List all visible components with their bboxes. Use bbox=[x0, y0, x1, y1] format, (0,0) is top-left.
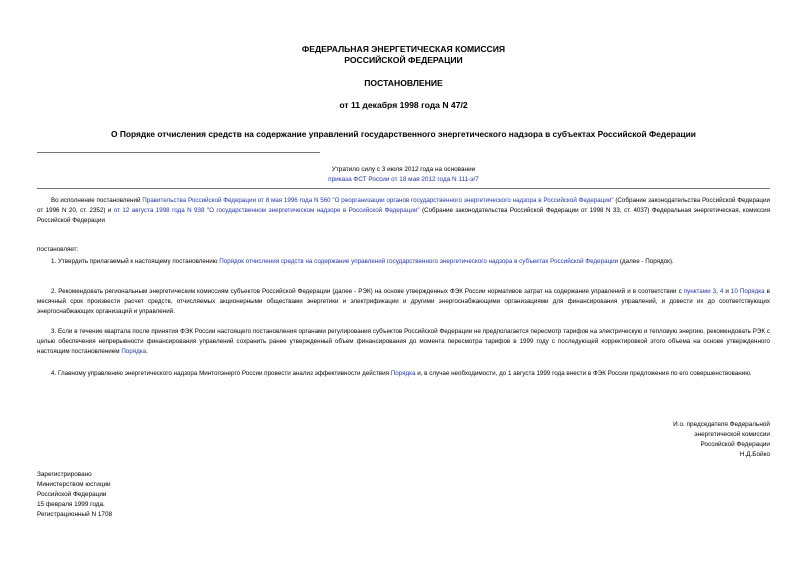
item-3-text-2: . bbox=[146, 348, 148, 356]
item-4-text-1: 4. Главному управлению энергетического надзора Минтопэнерго России провести анализ эффективности действия bbox=[51, 370, 391, 377]
item-1 bbox=[37, 257, 770, 267]
doc-subject: О Порядке отчисления средств на содержание управлений государственного энергетического надзора в субъектах Российской Федерации bbox=[111, 129, 696, 139]
item-2-text-4: в месячный срок произвести расчет средств, отчисляемых акционерными обществами энергетики и электрификации и другими энергоснабжающими организациями для финансирования управлений, и довести их до соответствующих энергоснабжающих организаций и управлений. bbox=[37, 288, 770, 316]
divider-top bbox=[37, 152, 320, 153]
item-4 bbox=[37, 369, 770, 379]
registration-line-1: Зарегистрировано bbox=[37, 471, 92, 478]
item-2-text-2: , bbox=[716, 288, 720, 295]
item-1-link-1[interactable]: Порядок отчисления средств на содержание управлений государственного энергетического надзора в субъектах Российской Федерации bbox=[219, 258, 619, 265]
divider-bottom bbox=[37, 188, 770, 189]
preamble-text-2: (Собрание законодательства Российской Федерации от 1996 N 20, ст. 2352) и bbox=[37, 197, 770, 215]
doc-type: ПОСТАНОВЛЕНИЕ bbox=[364, 78, 443, 88]
doc-date: от 11 декабря 1998 года N 47/2 bbox=[339, 100, 468, 110]
item-2-text-1: 2. Рекомендовать региональным энергетическим комиссиям субъектов Российской Федерации (далее - РЭК) на основе утвержденных ФЭК России нормативов затрат на содержание управлений и в соответствии с bbox=[51, 288, 684, 295]
preamble-paragraph bbox=[37, 196, 770, 226]
signature-line-4: Н.Д.Бойко bbox=[739, 451, 770, 459]
status-note bbox=[37, 165, 770, 185]
item-2-link-1[interactable]: пунктами 3 bbox=[683, 288, 717, 295]
status-note-link[interactable]: приказа ФСТ России от 18 мая 2012 года N 111-э/7 bbox=[328, 176, 479, 183]
signature-line-3: Российской Федерации bbox=[700, 441, 770, 449]
registration-line-2: Министерством юстиции bbox=[37, 481, 111, 489]
item-1-text-1: 1. Утвердить прилагаемый к настоящему постановлению bbox=[51, 258, 220, 265]
item-3-link-1[interactable]: Порядка bbox=[121, 348, 147, 356]
registration-block bbox=[37, 470, 112, 520]
signature-block bbox=[673, 420, 770, 460]
status-note-text: Утратило силу с 3 июля 2012 года на основании bbox=[331, 166, 476, 173]
item-2-link-3[interactable]: 10 Порядка bbox=[730, 288, 765, 295]
item-4-link-1[interactable]: Порядка bbox=[390, 370, 416, 377]
registration-line-5: Регистрационный N 1708 bbox=[37, 511, 113, 519]
preamble-link-1[interactable]: Правительства Российской Федерации от 8 мая 1996 года N 560 "О реорганизации органов государственного энергетического надзора в Российской Федерации" bbox=[142, 197, 614, 204]
preamble-text-1: Во исполнение постановлений bbox=[51, 197, 143, 204]
registration-line-3: Российской Федерации bbox=[37, 491, 107, 499]
item-1-text-2: (далее - Порядок). bbox=[618, 258, 674, 265]
item-4-text-2: и, в случае необходимости, до 1 августа 1999 года внести в ФЭК России предложения по его совершенствованию. bbox=[415, 370, 752, 377]
item-2 bbox=[37, 287, 770, 317]
resolves-line: постановляет: bbox=[37, 246, 79, 253]
registration-line-4: 15 февраля 1999 года, bbox=[37, 501, 105, 509]
item-2-text-3: и bbox=[723, 288, 731, 295]
signature-line-2: энергетической комиссии bbox=[694, 431, 770, 439]
signature-line-1: И.о. председателя Федеральной bbox=[673, 421, 770, 428]
item-3-text-1: 3. Если в течение квартала после принятия ФЭК России настоящего постановления органами регулирования субъектов Российской Федерации не предполагается пересмотр тарифов на электрическую и тепловую энергию, рекомендовать РЭК с целью обеспечения непрерывности финансирования управлений сохранить ранее утвержденный объем финансирования до момента пересмотра тарифов в 1999 году с последующей корректировкой этого объема на основе утвержденного настоящим постановлением bbox=[37, 328, 770, 356]
org-title-line1: ФЕДЕРАЛЬНАЯ ЭНЕРГЕТИЧЕСКАЯ КОМИССИЯ bbox=[301, 44, 506, 54]
item-2-link-2[interactable]: 4 bbox=[719, 288, 724, 295]
org-title-line2: РОССИЙСКОЙ ФЕДЕРАЦИИ bbox=[344, 55, 463, 65]
preamble-text-3: (Собрание законодательства Российской Федерации от 1998 N 33, ст. 4037) Федеральная энергетическая, комиссия Российской Федерации bbox=[37, 207, 770, 225]
preamble-link-2[interactable]: от 12 августа 1998 года N 938 "О государственном энергетическом надзоре в Российской Федерации" bbox=[113, 207, 420, 215]
item-3 bbox=[37, 327, 770, 357]
